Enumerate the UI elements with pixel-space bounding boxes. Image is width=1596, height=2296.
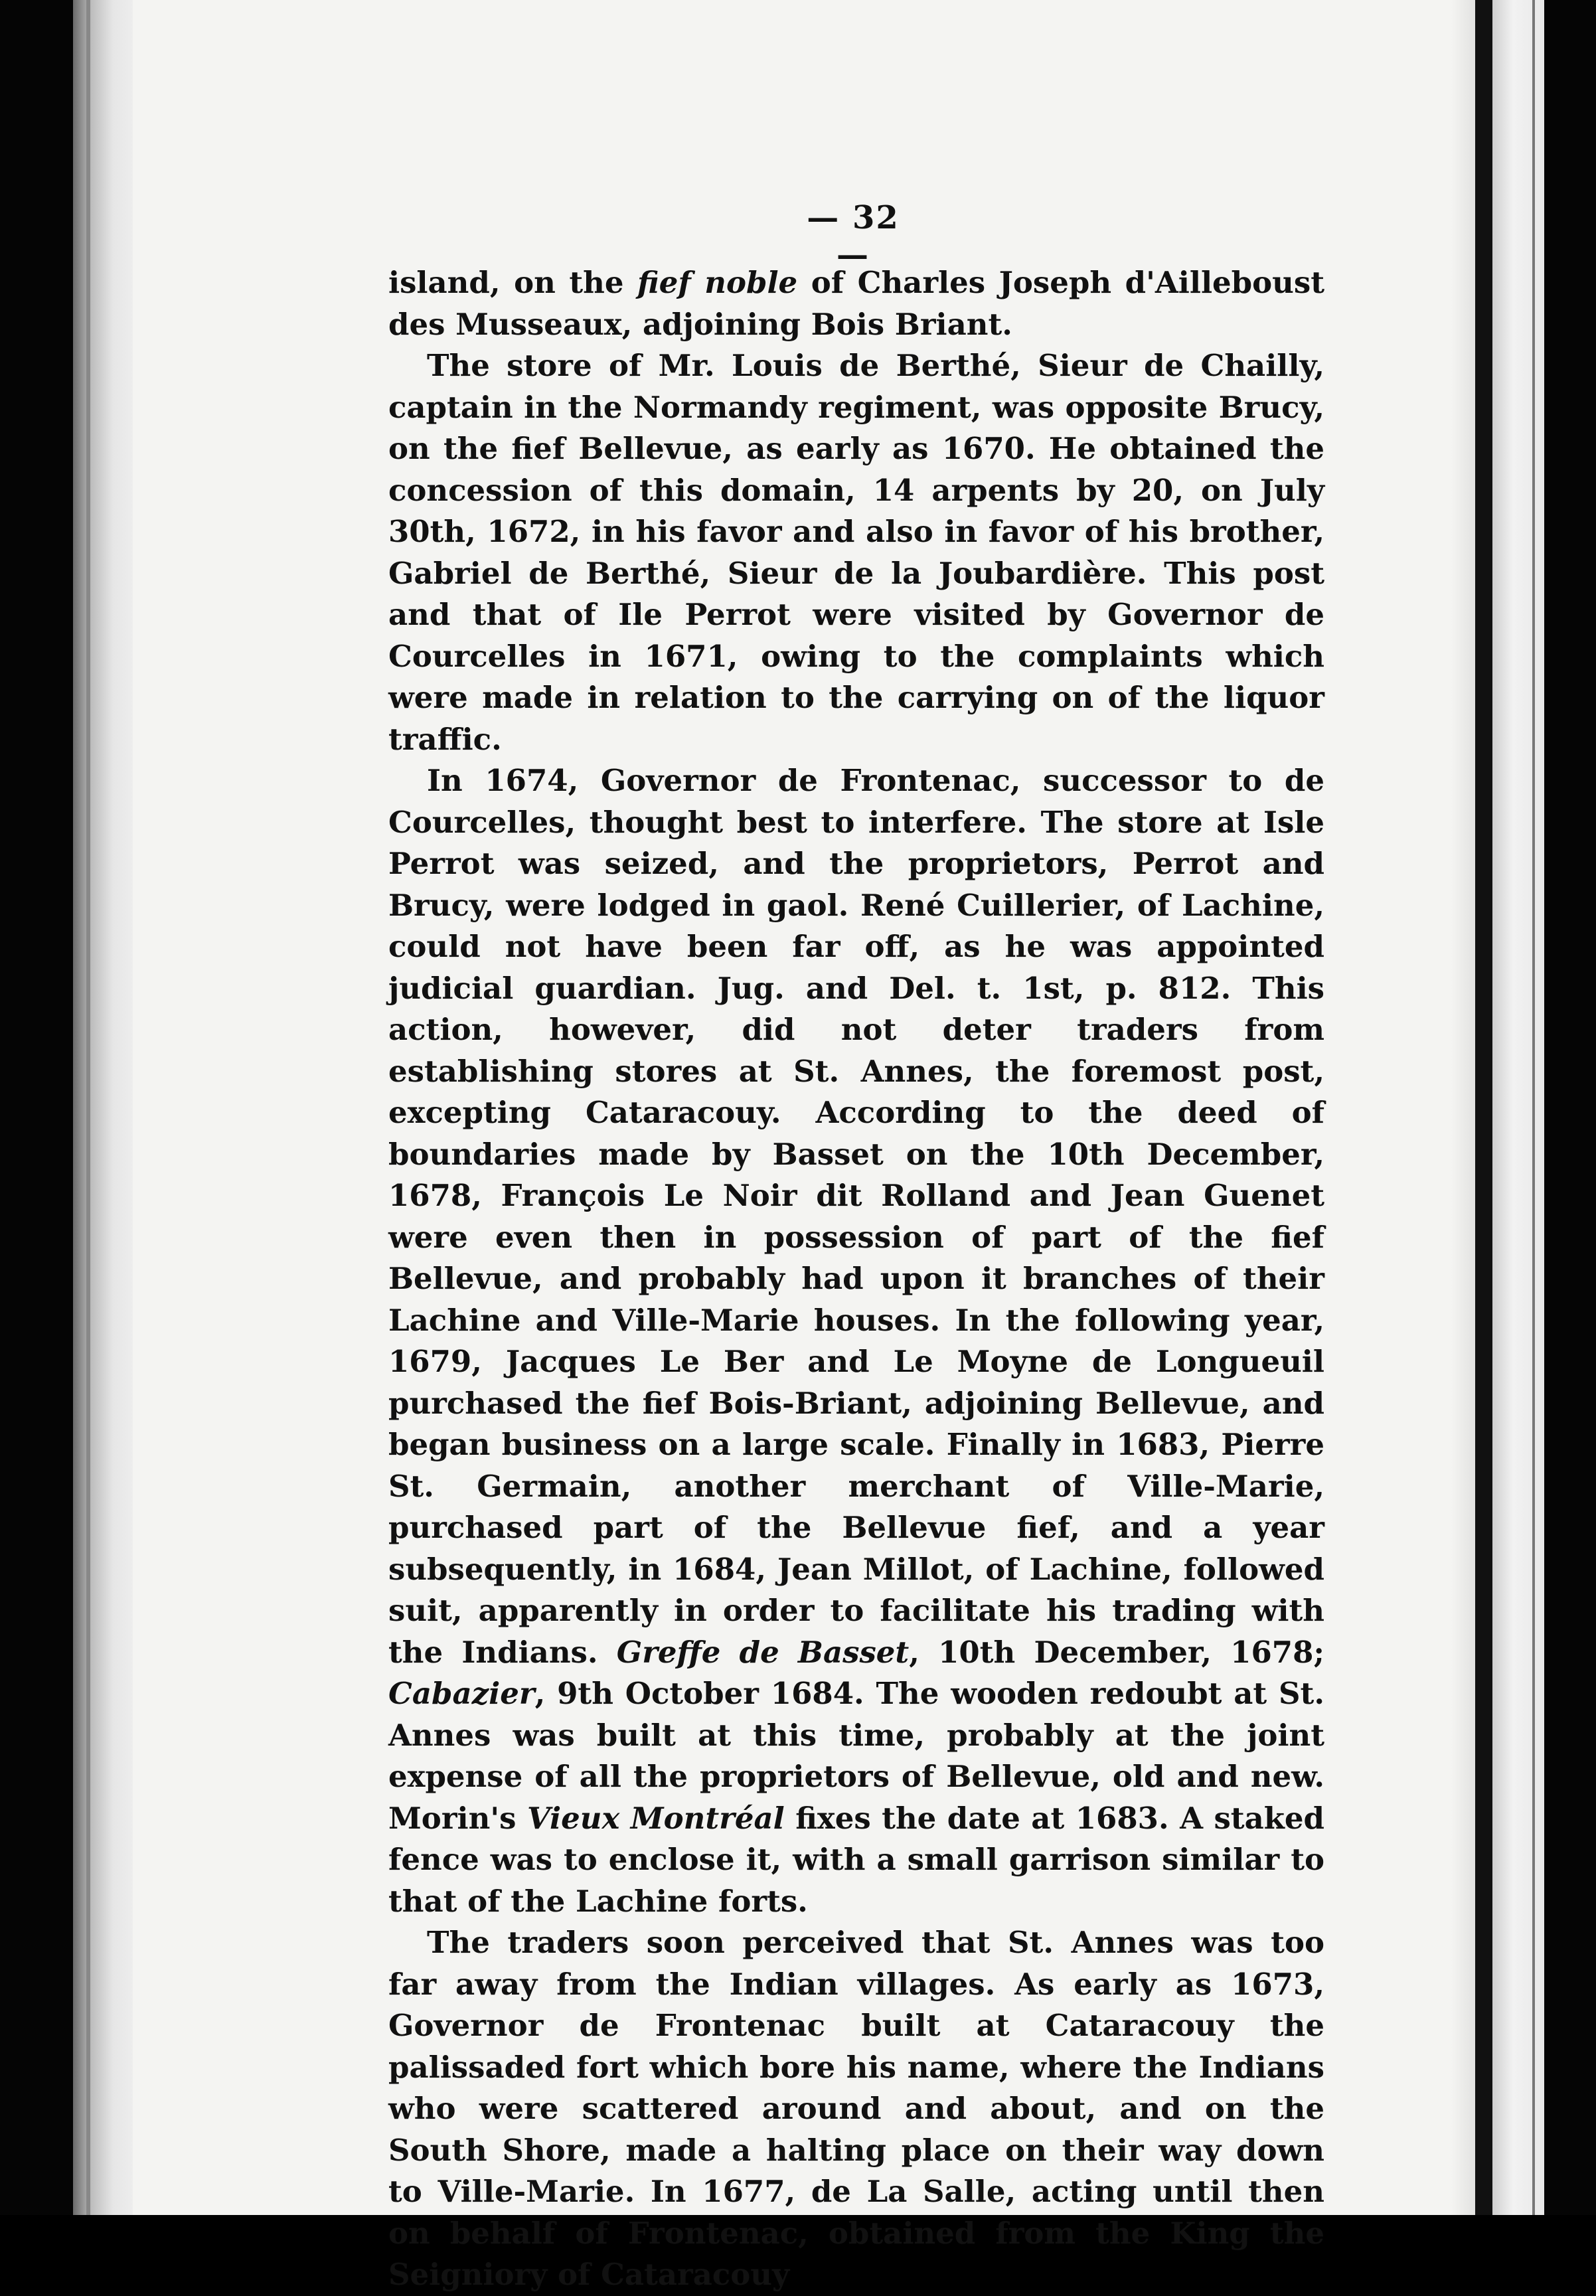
- paragraph-1-text-a: island, on the: [388, 265, 638, 300]
- right-page-edge: [1492, 0, 1544, 2215]
- paragraph-1-text-b: of Charles Joseph d'Ailleboust des Musseaux, adjoining Bois Briant.: [388, 265, 1325, 342]
- paragraph-3: [388, 760, 1324, 1922]
- paragraph-3-text-d: fixes the date at 1683. A staked fence was to enclose it, with a small garrison similar to that of the Lachine forts.: [388, 1800, 1325, 1919]
- book-binding: [1475, 0, 1492, 2215]
- paragraph-1: [388, 262, 1324, 345]
- paragraph-3-text-a: In 1674, Governor de Frontenac, successor to de Courcelles, thought best to interfere. The store at Isle Perrot was seized, and the proprietors, Perrot and Brucy, were lodged in gaol. René Cuillerier, of Lachine, could not have been far off, as he was appointed judicial guardian. Jug. and Del. t. 1st, p. 812. This action, however, did not deter traders from establishing stores at St. Annes, the foremost post, excepting Cataracouy. According to the deed of boundaries made by Basset on the 10th December, 1678, François Le Noir dit Rolland and Jean Guenet were even then in possession of part of the fief Bellevue, and probably had upon it branches of their Lachine and Ville-Marie houses. In the following year, 1679, Jacques Le Ber and Le Moyne de Longueuil purchased the fief Bois-Briant, adjoining Bellevue, and began business on a large scale. Finally in 1683, Pierre St. Germain, another merchant of Ville-Marie, purchased part of the Bellevue fief, and a year subsequently, in 1684, Jean Millot, of Lachine, followed suit, apparently in order to facilitate his trading with the Indians.: [388, 763, 1324, 1670]
- body-text: [388, 262, 1324, 2296]
- paragraph-3-italic-vieux-montreal: Vieux Montréal: [526, 1800, 785, 1836]
- page-number: — 32 —: [807, 199, 900, 274]
- page-gutter-shadow: [1451, 0, 1477, 2215]
- paragraph-3-text-c: , 9th October 1684. The wooden redoubt at St. Annes was built at this time, probably at the joint expense of all the proprietors of Bellevue, old and new. Morin's: [388, 1676, 1324, 1836]
- paragraph-3-text-b: , 10th December, 1678;: [909, 1634, 1325, 1670]
- paragraph-3-italic-cabazier: Cabazier: [388, 1676, 535, 1711]
- paragraph-2: The store of Mr. Louis de Berthé, Sieur de Chailly, captain in the Normandy regiment, was opposite Brucy, on the fief Bellevue, as early as 1670. He obtained the concession of this domain, 14 arpents by 20, on July 30th, 1672, in his favor and also in favor of his brother, Gabriel de Berthé, Sieur de la Joubardière. This post and that of Ile Perrot were visited by Governor de Courcelles in 1671, owing to the complaints which were made in relation to the carrying on of the liquor traffic.: [388, 348, 1324, 757]
- paragraph-4: The traders soon perceived that St. Annes was too far away from the Indian villages. As early as 1673, Governor de Frontenac built at Cataracouy the palissaded fort which bore his name, where the Indians who were scattered around and about, and on the South Shore, made a halting place on their way down to Ville-Marie. In 1677, de La Salle, acting until then on behalf of Frontenac, obtained from the King the Seigniory of Cataracouy: [388, 1925, 1324, 2292]
- paragraph-3-italic-greffe: Greffe de Basset: [616, 1634, 910, 1670]
- paragraph-1-italic-fief-noble: fief noble: [637, 265, 798, 300]
